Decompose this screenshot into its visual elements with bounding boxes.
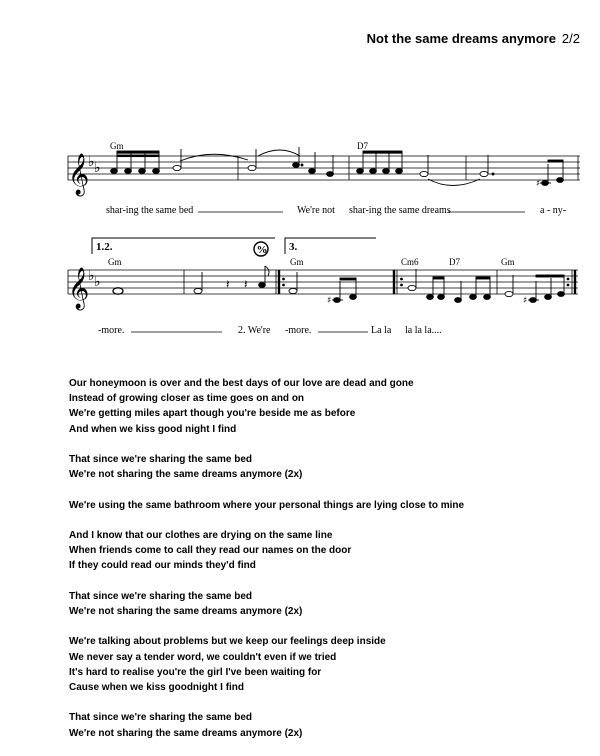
sheet-music xyxy=(0,0,600,370)
chorus xyxy=(69,710,589,740)
lyric-line: If they could read our minds they'd find xyxy=(69,560,256,572)
sharp-icon: ♯ xyxy=(327,296,332,306)
lyric-line: We never say a tender word, we couldn't even if we tried xyxy=(69,651,337,663)
song-title: Not the same dreams anymore xyxy=(366,31,556,46)
lyric-line: Our honeymoon is over and the best days of our love are dead and gone xyxy=(69,378,414,389)
chord-symbol: Gm xyxy=(290,257,304,267)
svg-text:𝄽: 𝄽 xyxy=(244,277,248,291)
lyric-row-1 xyxy=(106,205,566,216)
flat-icon: ♭ xyxy=(88,268,95,284)
page-number: 2/2 xyxy=(561,31,580,46)
chord-symbol: Cm6 xyxy=(401,257,419,267)
lyric-line: We're using the same bathroom where your personal things are lying close to mine xyxy=(69,499,465,511)
lyric-syllables: a - ny- xyxy=(540,205,567,216)
third-ending-label: 3. xyxy=(289,241,298,253)
svg-text:𝄽: 𝄽 xyxy=(226,277,230,291)
chord-symbol: Gm xyxy=(110,141,124,151)
notes-measure-4 xyxy=(480,155,563,185)
chorus xyxy=(69,452,589,482)
lyric-line: It's hard to realise you're the girl I've been waiting for xyxy=(69,666,322,678)
staff-system-2 xyxy=(68,270,578,294)
flat-icon: ♭ xyxy=(88,154,95,170)
lyric-syllables: We're not xyxy=(297,205,335,216)
lyric-line: When friends come to call they read our names on the door xyxy=(69,545,352,557)
lyric-line: Instead of growing closer as time goes on and on xyxy=(69,393,305,405)
lyric-line: We're talking about problems but we keep our feelings deep inside xyxy=(69,636,386,648)
chord-symbol: D7 xyxy=(449,257,460,267)
verse xyxy=(69,376,589,437)
flat-icon: ♭ xyxy=(94,274,101,290)
lyric-line: And I know that our clothes are drying on the same line xyxy=(69,529,333,541)
lyric-syllables: shar-ing the same bed xyxy=(106,205,194,216)
lyric-syllables: La la xyxy=(371,325,392,336)
chord-symbol: D7 xyxy=(357,141,368,151)
lyrics-text xyxy=(69,376,589,756)
chorus xyxy=(69,589,589,619)
lyric-line: And when we kiss good night I find xyxy=(69,423,237,435)
verse xyxy=(69,634,589,695)
lyric-line: That since we're sharing the same bed xyxy=(69,454,252,465)
lyric-line: That since we're sharing the same bed xyxy=(69,712,252,724)
treble-clef-icon: 𝄞 xyxy=(68,154,90,195)
lyric-line: That since we're sharing the same bed xyxy=(69,590,252,602)
notes-measure-1 xyxy=(111,149,248,173)
verse xyxy=(69,528,589,574)
segno-icon xyxy=(254,242,268,256)
chord-symbol: Gm xyxy=(108,257,122,267)
treble-clef-icon: 𝄞 xyxy=(68,268,90,309)
lyric-syllables: 2. We're xyxy=(238,325,271,336)
lyric-line: We're not sharing the same dreams anymore (2x) xyxy=(69,469,303,481)
lyric-line: We're getting miles apart though you're beside me as before xyxy=(69,408,356,420)
lyric-line: Cause when we kiss goodnight I find xyxy=(69,681,245,693)
segno-glyph: % xyxy=(256,244,268,256)
lyric-syllables: -more. xyxy=(285,325,312,336)
lyric-line: We're not sharing the same dreams anymore (2x) xyxy=(69,605,303,617)
sharp-icon: ♯ xyxy=(523,296,528,306)
lyric-syllables: shar-ing the same dreams xyxy=(349,205,451,216)
flat-icon: ♭ xyxy=(94,160,101,176)
verse xyxy=(69,498,589,513)
lyric-syllables: -more. xyxy=(98,325,125,336)
first-ending-label: 1.2. xyxy=(96,241,113,253)
sharp-icon: ♯ xyxy=(536,179,541,189)
lyric-syllables: la la la.... xyxy=(405,325,442,336)
volta-brackets xyxy=(92,238,376,254)
lyric-line: We're not sharing the same dreams anymore (2x) xyxy=(69,727,303,739)
chord-symbol: Gm xyxy=(501,257,515,267)
lyric-row-2 xyxy=(98,325,442,336)
